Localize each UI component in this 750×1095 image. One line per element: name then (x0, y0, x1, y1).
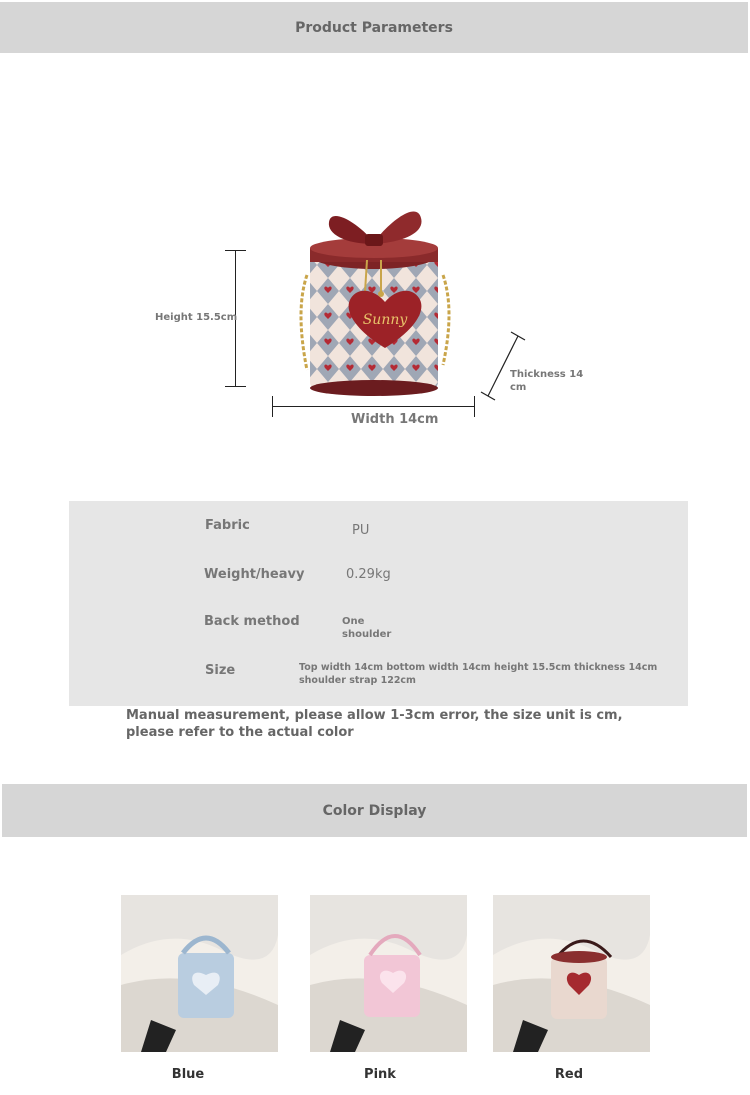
height-dimension-cap-top (225, 250, 246, 251)
color-label-blue: Blue (171, 1067, 205, 1082)
color-label-red: Red (554, 1067, 584, 1082)
bag-illustration (295, 200, 455, 400)
product-parameters-banner (0, 2, 748, 53)
param-value-fabric: PU (352, 523, 370, 538)
width-dimension-line (272, 406, 475, 407)
color-swatch-pink[interactable] (310, 895, 467, 1052)
color-swatch-red[interactable] (493, 895, 650, 1052)
color-swatch-blue[interactable] (121, 895, 278, 1052)
param-label-size: Size (205, 663, 236, 678)
parameter-table (69, 501, 688, 706)
param-value-weight: 0.29kg (346, 567, 391, 582)
color-display-banner (2, 784, 747, 837)
width-dimension-cap-right (474, 396, 475, 417)
thickness-label: Thickness 14 cm (510, 369, 584, 393)
param-value-size: Top width 14cm bottom width 14cm height 15.5cm thickness 14cm shoulder strap 122cm (299, 662, 658, 686)
height-label: Height 15.5cm (155, 312, 238, 323)
width-dimension-cap-left (272, 396, 273, 417)
product-parameters-title: Product Parameters (295, 19, 453, 36)
param-label-back-method: Back method (204, 614, 300, 629)
measurement-note: Manual measurement, please allow 1-3cm error, the size unit is cm, please refer to the actual color (126, 708, 623, 740)
height-dimension-cap-bottom (225, 386, 246, 387)
param-value-back-method: One shoulder (342, 616, 392, 640)
param-label-weight: Weight/heavy (204, 567, 305, 582)
color-label-pink: Pink (364, 1067, 396, 1082)
bag-brand-text: Sunny (362, 312, 408, 328)
width-label: Width 14cm (351, 412, 439, 427)
param-label-fabric: Fabric (205, 518, 250, 533)
color-display-title: Color Display (322, 802, 427, 819)
